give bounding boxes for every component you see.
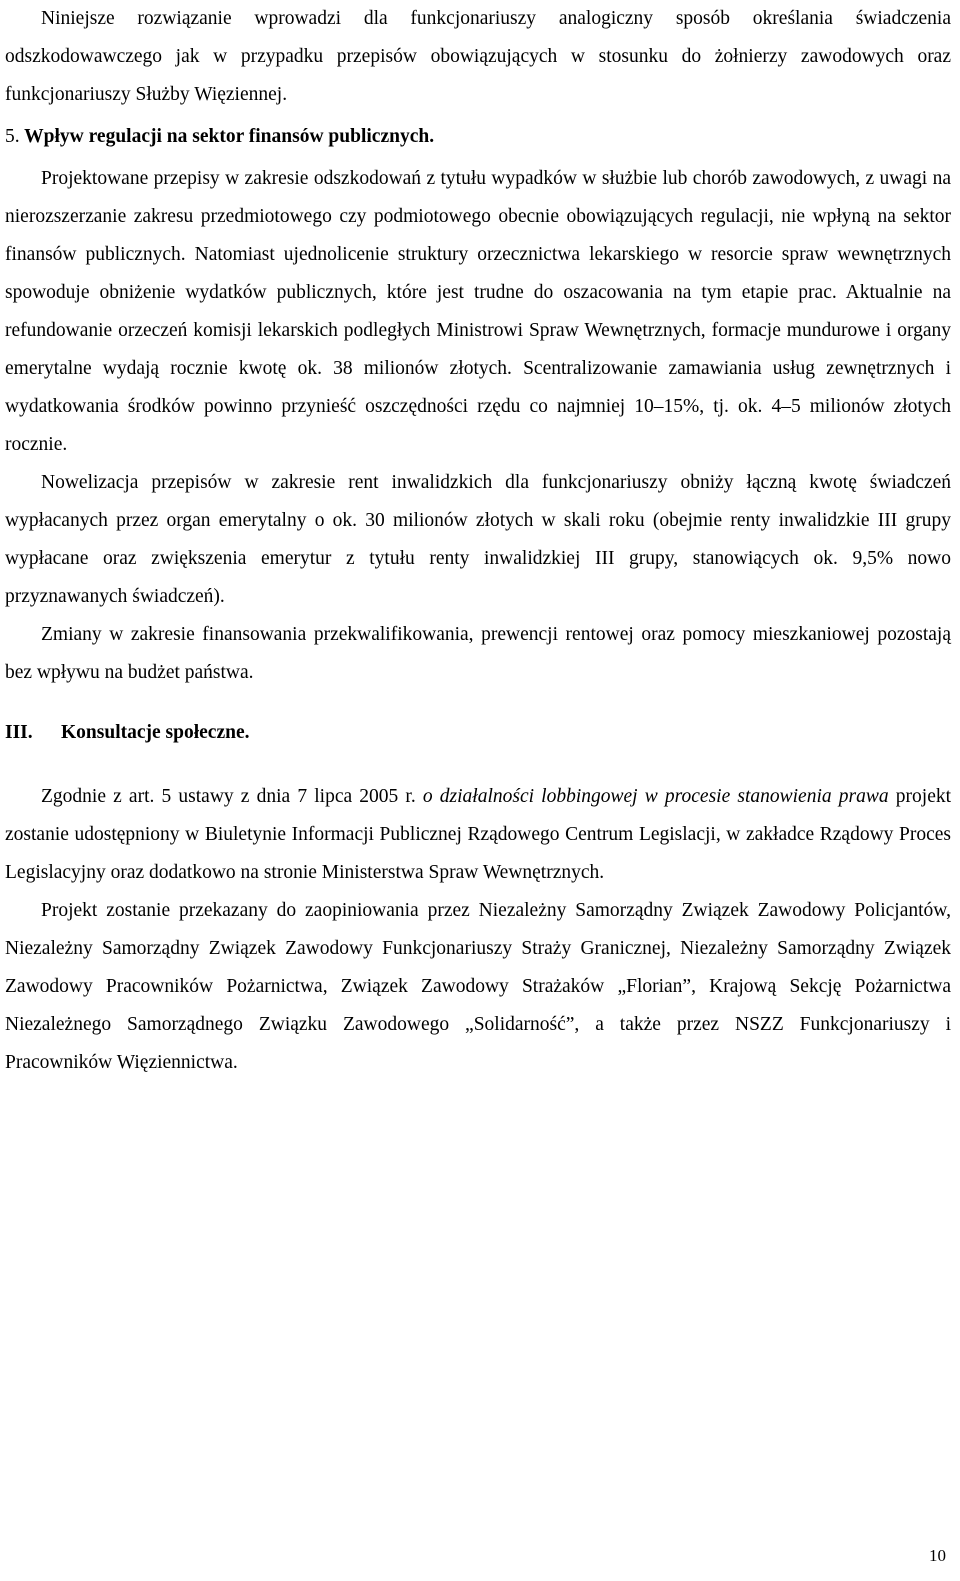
paragraph-s3-publication-rest: projekt zostanie udostępniony w Biuletynie Informacji Publicznej Rządowego Centrum Legislacji, w zakładce Rządowy Proces Legislacyjny oraz dodatkowo na stronie Ministerstwa Spraw Wewnętrznych. (5, 786, 952, 883)
section-5-title: Wpływ regulacji na sektor finansów publicznych. (24, 126, 435, 147)
section-3-title: Konsultacje społeczne. (61, 722, 250, 743)
document-page (5, 0, 951, 1082)
section-3-heading (5, 714, 951, 752)
section-5-number: 5. (5, 126, 20, 147)
page-number: 10 (929, 1546, 946, 1565)
spacer (5, 692, 951, 714)
paragraph-s3-publication (5, 778, 951, 892)
act-title-italic: o działalności lobbingowej w procesie stanowienia prawa (422, 786, 889, 807)
paragraph-intro: Niniejsze rozwiązanie wprowadzi dla funkcjonariuszy analogiczny sposób określania świadczenia odszkodowawczego jak w przypadku przepisów obowiązujących w stosunku do żołnierzy zawodowych oraz funkcjonariuszy Służby Więziennej. (5, 8, 951, 105)
paragraph-s3-consultation: Projekt zostanie przekazany do zaopiniowania przez Niezależny Samorządny Związek Zawodowy Policjantów, Niezależny Samorządny Związek Zawodowy Funkcjonariuszy Straży Granicznej, Niezależny Samorządny Związek Zawodowy Pracowników Pożarnictwa, Związek Zawodowy Strażaków „Florian”, Krajową Sekcję Pożarnictwa Niezależnego Samorządnego Związku Zawodowego „Solidarność”, a także przez NSZZ Funkcjonariuszy i Pracowników Więziennictwa. (5, 900, 951, 1073)
spacer (5, 752, 951, 778)
paragraph-s5-budget: Zmiany w zakresie finansowania przekwalifikowania, prewencji rentowej oraz pomocy mieszkaniowej pozostają bez wpływu na budżet państwa. (5, 624, 951, 683)
section-3-number: III. (5, 722, 33, 743)
section-5-heading (5, 118, 951, 156)
paragraph-s5-costs: Projektowane przepisy w zakresie odszkodowań z tytułu wypadków w służbie lub chorób zawodowych, z uwagi na nierozszerzanie zakresu przedmiotowego czy podmiotowego obecnie obowiązujących regulacji, nie wpłyną na sektor finansów publicznych. Natomiast ujednolicenie struktury orzecznictwa lekarskiego w resorcie spraw wewnętrznych spowoduje obniżenie wydatków publicznych, które jest trudne do oszacowania na tym etapie prac. Aktualnie na refundowanie orzeczeń komisji lekarskich podległych Ministrowi Spraw Wewnętrznych, formacje mundurowe i organy emerytalne wydają rocznie kwotę ok. 38 milionów złotych. Scentralizowanie zamawiania usług zewnętrznych i wydatkowania środków powinno przynieść oszczędności rzędu co najmniej 10–15%, tj. ok. 4–5 milionów złotych rocznie. (5, 168, 951, 455)
paragraph-s3-publication-lead: Zgodnie z art. 5 ustawy z dnia 7 lipca 2005 r. (41, 786, 416, 807)
paragraph-s5-pensions: Nowelizacja przepisów w zakresie rent inwalidzkich dla funkcjonariuszy obniży łączną kwotę świadczeń wypłacanych przez organ emerytalny o ok. 30 milionów złotych w skali roku (obejmie renty inwalidzkie III grupy wypłacane oraz zwiększenia emerytur z tytułu renty inwalidzkiej III grupy, stanowiących ok. 9,5% nowo przyznawanych świadczeń). (5, 472, 951, 607)
